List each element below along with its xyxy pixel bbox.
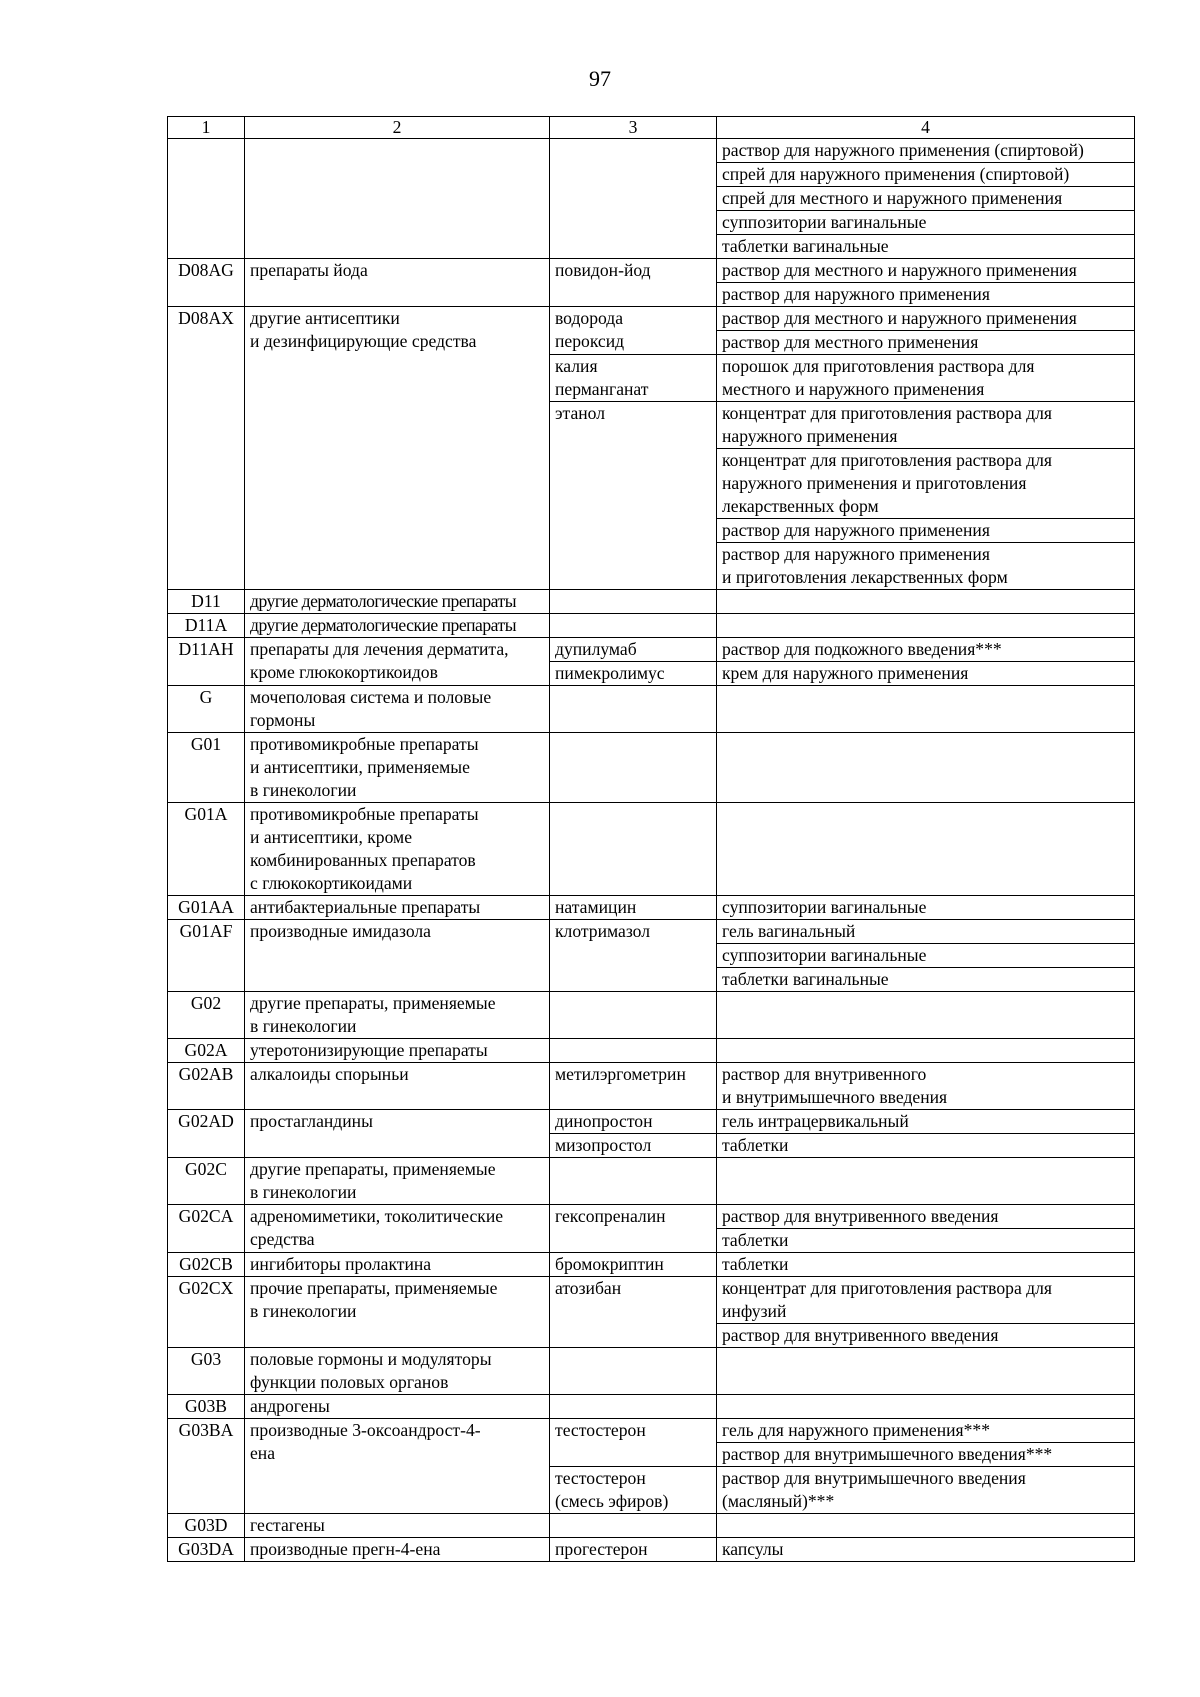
drug-name	[550, 1467, 717, 1514]
dosage-forms	[717, 896, 1135, 920]
text-line: раствор для местного и наружного применения	[722, 260, 1077, 280]
group-name	[245, 1348, 550, 1395]
text-line: и дезинфицирующие средства	[250, 331, 477, 351]
dosage-form-item	[717, 1538, 1134, 1561]
drug-name	[550, 1348, 717, 1395]
dosage-form-item	[717, 944, 1134, 968]
table-row	[168, 1110, 1135, 1134]
header-col-4: 4	[717, 117, 1135, 139]
text-line: ингибиторы пролактина	[250, 1254, 432, 1274]
group-name	[245, 590, 550, 614]
table-row	[168, 686, 1135, 733]
drug-name	[550, 896, 717, 920]
drug-name	[550, 1277, 717, 1348]
text-line: лекарственных форм	[722, 496, 879, 516]
group-name	[245, 1538, 550, 1562]
text-line: простагландины	[250, 1111, 373, 1131]
text-line: водорода	[555, 308, 624, 328]
dosage-form-item	[717, 1134, 1134, 1157]
table-row	[168, 1253, 1135, 1277]
drug-name	[550, 1253, 717, 1277]
drug-name	[550, 1538, 717, 1562]
page-number: 97	[589, 66, 611, 91]
atc-code: G03	[168, 1348, 245, 1395]
dosage-form-item	[717, 402, 1134, 449]
text-line: раствор для наружного применения	[722, 544, 990, 564]
text-line: половые гормоны и модуляторы	[250, 1349, 492, 1369]
table-row	[168, 590, 1135, 614]
text-line: другие антисептики	[250, 308, 400, 328]
text-line: прочие препараты, применяемые	[250, 1278, 498, 1298]
drug-name	[550, 614, 717, 638]
atc-code: D11A	[168, 614, 245, 638]
dosage-forms	[717, 614, 1135, 638]
text-line: суппозитории вагинальные	[722, 945, 927, 965]
text-line: андрогены	[250, 1396, 330, 1416]
text-line: инфузий	[722, 1301, 787, 1321]
drug-name	[550, 638, 717, 662]
dosage-forms	[717, 638, 1135, 662]
text-line: производные 3-оксоандрост-4-	[250, 1420, 481, 1440]
atc-code	[168, 139, 245, 259]
dosage-form-item	[717, 638, 1134, 661]
dosage-form-item	[717, 235, 1134, 258]
dosage-forms	[717, 1467, 1135, 1514]
atc-code: G02AD	[168, 1110, 245, 1158]
text-line: раствор для наружного применения	[722, 284, 990, 304]
table-row	[168, 614, 1135, 638]
group-name	[245, 638, 550, 686]
text-line: таблетки вагинальные	[722, 969, 889, 989]
group-name	[245, 259, 550, 307]
dosage-form-item	[717, 543, 1134, 589]
dosage-forms	[717, 402, 1135, 590]
dosage-form-item	[717, 1229, 1134, 1252]
group-name	[245, 733, 550, 803]
atc-code: G01	[168, 733, 245, 803]
drug-name	[550, 1134, 717, 1158]
dosage-forms	[717, 662, 1135, 686]
text-line: гель для наружного применения***	[722, 1420, 991, 1440]
dosage-form-item	[717, 920, 1134, 944]
dosage-forms	[717, 1348, 1135, 1395]
atc-code: G03B	[168, 1395, 245, 1419]
group-name	[245, 614, 550, 638]
dosage-form-item	[717, 1110, 1134, 1133]
dosage-form-item	[717, 187, 1134, 211]
text-line: спрей для наружного применения (спиртовой)	[722, 164, 1070, 184]
text-line: раствор для внутримышечного введения	[722, 1468, 1026, 1488]
group-name	[245, 992, 550, 1039]
dosage-forms	[717, 1110, 1135, 1134]
dosage-form-item	[717, 1253, 1134, 1276]
dosage-forms	[717, 1253, 1135, 1277]
text-line: раствор для местного применения	[722, 332, 979, 352]
atc-code: G01AA	[168, 896, 245, 920]
group-name	[245, 920, 550, 992]
group-name	[245, 1205, 550, 1253]
text-line: таблетки	[722, 1254, 789, 1274]
dosage-forms	[717, 590, 1135, 614]
text-line: клотримазол	[555, 921, 651, 941]
group-name	[245, 139, 550, 259]
atc-code: D08AG	[168, 259, 245, 307]
text-line: (смесь эфиров)	[555, 1491, 669, 1511]
table-row	[168, 1538, 1135, 1562]
text-line: алкалоиды спорыньи	[250, 1064, 409, 1084]
text-line: комбинированных препаратов	[250, 850, 476, 870]
drug-name	[550, 1039, 717, 1063]
dosage-form-item	[717, 1443, 1134, 1466]
dosage-forms	[717, 1538, 1135, 1562]
table-row	[168, 1514, 1135, 1538]
dosage-form-item	[717, 259, 1134, 283]
dosage-form-item	[717, 1205, 1134, 1229]
text-line: и антисептики, кроме	[250, 827, 413, 847]
dosage-forms	[717, 139, 1135, 259]
drug-name	[550, 1110, 717, 1134]
dosage-forms	[717, 1514, 1135, 1538]
text-line: и внутримышечного введения	[722, 1087, 948, 1107]
text-line: повидон-йод	[555, 260, 651, 280]
text-line: крем для наружного применения	[722, 663, 969, 683]
group-name	[245, 1110, 550, 1158]
table-row	[168, 1039, 1135, 1063]
dosage-form-item	[717, 449, 1134, 519]
text-line: наружного применения и приготовления	[722, 473, 1027, 493]
text-line: раствор для местного и наружного применения	[722, 308, 1077, 328]
drug-name	[550, 662, 717, 686]
drug-name	[550, 1419, 717, 1467]
drug-name	[550, 1205, 717, 1253]
dosage-forms	[717, 920, 1135, 992]
table-row	[168, 992, 1135, 1039]
dosage-forms	[717, 355, 1135, 402]
text-line: перманганат	[555, 379, 649, 399]
atc-code: G02	[168, 992, 245, 1039]
dosage-forms	[717, 1277, 1135, 1348]
text-line: этанол	[555, 403, 606, 423]
text-line: калия	[555, 356, 598, 376]
text-line: препараты йода	[250, 260, 368, 280]
header-col-2: 2	[245, 117, 550, 139]
dosage-forms	[717, 733, 1135, 803]
dosage-forms	[717, 1039, 1135, 1063]
group-name	[245, 307, 550, 590]
table-row	[168, 1158, 1135, 1205]
drug-name	[550, 920, 717, 992]
text-line: другие препараты, применяемые	[250, 993, 496, 1013]
dosage-form-item	[717, 968, 1134, 991]
text-line: динопростон	[555, 1111, 653, 1131]
drug-name	[550, 1514, 717, 1538]
dosage-form-item	[717, 896, 1134, 919]
dosage-form-item	[717, 355, 1134, 401]
text-line: местного и наружного применения	[722, 379, 985, 399]
text-line: таблетки вагинальные	[722, 236, 889, 256]
text-line: функции половых органов	[250, 1372, 449, 1392]
group-name	[245, 1253, 550, 1277]
atc-code: G02AB	[168, 1063, 245, 1110]
group-name	[245, 686, 550, 733]
group-name	[245, 1514, 550, 1538]
dosage-form-item	[717, 283, 1134, 306]
text-line: метилэргометрин	[555, 1064, 686, 1084]
dosage-forms	[717, 1205, 1135, 1253]
text-line: производные прегн-4-ена	[250, 1539, 441, 1559]
text-line: пероксид	[555, 331, 625, 351]
text-line: натамицин	[555, 897, 637, 917]
atc-code: G03DA	[168, 1538, 245, 1562]
group-name	[245, 1419, 550, 1514]
table-row	[168, 638, 1135, 662]
text-line: раствор для внутривенного	[722, 1064, 927, 1084]
text-line: другие дерматологические препараты	[250, 615, 517, 635]
text-line: раствор для внутривенного введения	[722, 1206, 999, 1226]
text-line: капсулы	[722, 1539, 784, 1559]
table-row	[168, 803, 1135, 896]
drug-name	[550, 402, 717, 590]
group-name	[245, 1395, 550, 1419]
table-row	[168, 259, 1135, 307]
dosage-forms	[717, 1063, 1135, 1110]
text-line: атозибан	[555, 1278, 622, 1298]
text-line: антибактериальные препараты	[250, 897, 481, 917]
header-row	[168, 117, 1135, 139]
text-line: прогестерон	[555, 1539, 648, 1559]
atc-code: G01A	[168, 803, 245, 896]
drug-name	[550, 992, 717, 1039]
table-row	[168, 1205, 1135, 1253]
dosage-forms	[717, 259, 1135, 307]
text-line: производные имидазола	[250, 921, 431, 941]
text-line: бромокриптин	[555, 1254, 664, 1274]
drug-name	[550, 139, 717, 259]
group-name	[245, 1158, 550, 1205]
text-line: другие препараты, применяемые	[250, 1159, 496, 1179]
text-line: противомикробные препараты	[250, 734, 479, 754]
text-line: средства	[250, 1229, 315, 1249]
text-line: суппозитории вагинальные	[722, 212, 927, 232]
header-col-1: 1	[168, 117, 245, 139]
text-line: гестагены	[250, 1515, 325, 1535]
drug-name	[550, 1063, 717, 1110]
dosage-forms	[717, 1134, 1135, 1158]
dosage-forms	[717, 1395, 1135, 1419]
table-row	[168, 733, 1135, 803]
atc-code: G02C	[168, 1158, 245, 1205]
text-line: таблетки	[722, 1230, 789, 1250]
table-row	[168, 1395, 1135, 1419]
table-row	[168, 1277, 1135, 1348]
text-line: раствор для наружного применения	[722, 520, 990, 540]
text-line: в гинекологии	[250, 1301, 357, 1321]
text-line: таблетки	[722, 1135, 789, 1155]
group-name	[245, 803, 550, 896]
text-line: ена	[250, 1443, 276, 1463]
text-line: и антисептики, применяемые	[250, 757, 470, 777]
text-line: мизопростол	[555, 1135, 652, 1155]
drug-name	[550, 1158, 717, 1205]
text-line: концентрат для приготовления раствора для	[722, 403, 1052, 423]
dosage-form-item	[717, 1063, 1134, 1109]
atc-code: G	[168, 686, 245, 733]
table-row	[168, 1348, 1135, 1395]
atc-code: D11AH	[168, 638, 245, 686]
drug-name	[550, 803, 717, 896]
text-line: гормоны	[250, 710, 316, 730]
table-row	[168, 307, 1135, 355]
header-col-3: 3	[550, 117, 717, 139]
text-line: гель интрацервикальный	[722, 1111, 909, 1131]
atc-code: D08AX	[168, 307, 245, 590]
text-line: мочеполовая система и половые	[250, 687, 492, 707]
table-row	[168, 1419, 1135, 1467]
dosage-forms	[717, 686, 1135, 733]
dosage-form-item	[717, 331, 1134, 354]
table-row	[168, 920, 1135, 992]
atc-code: G02CX	[168, 1277, 245, 1348]
text-line: дупилумаб	[555, 639, 637, 659]
text-line: препараты для лечения дерматита,	[250, 639, 509, 659]
atc-code: D11	[168, 590, 245, 614]
text-line: тестостерон	[555, 1468, 646, 1488]
group-name	[245, 896, 550, 920]
dosage-form-item	[717, 662, 1134, 685]
atc-code: G01AF	[168, 920, 245, 992]
dosage-forms	[717, 803, 1135, 896]
text-line: концентрат для приготовления раствора для	[722, 450, 1052, 470]
text-line: утеротонизирующие препараты	[250, 1040, 488, 1060]
dosage-form-item	[717, 307, 1134, 331]
text-line: гексопреналин	[555, 1206, 666, 1226]
dosage-form-item	[717, 163, 1134, 187]
text-line: раствор для наружного применения (спиртовой)	[722, 140, 1084, 160]
dosage-form-item	[717, 519, 1134, 543]
atc-code: G03D	[168, 1514, 245, 1538]
table-row	[168, 139, 1135, 259]
drug-name	[550, 590, 717, 614]
dosage-forms	[717, 1158, 1135, 1205]
drug-name	[550, 355, 717, 402]
dosage-form-item	[717, 1467, 1134, 1513]
text-line: кроме глюкокортикоидов	[250, 662, 438, 682]
atc-code: G03BA	[168, 1419, 245, 1514]
atc-code: G02A	[168, 1039, 245, 1063]
drug-name	[550, 733, 717, 803]
text-line: раствор для внутривенного введения	[722, 1325, 999, 1345]
text-line: пимекролимус	[555, 663, 665, 683]
text-line: в гинекологии	[250, 1182, 357, 1202]
dosage-form-item	[717, 1277, 1134, 1324]
text-line: суппозитории вагинальные	[722, 897, 927, 917]
text-line: раствор для подкожного введения***	[722, 639, 1002, 659]
text-line: и приготовления лекарственных форм	[722, 567, 1008, 587]
text-line: в гинекологии	[250, 1016, 357, 1036]
table-row	[168, 1063, 1135, 1110]
text-line: противомикробные препараты	[250, 804, 479, 824]
text-line: (масляный)***	[722, 1491, 835, 1511]
text-line: порошок для приготовления раствора для	[722, 356, 1035, 376]
dosage-forms	[717, 992, 1135, 1039]
text-line: гель вагинальный	[722, 921, 856, 941]
dosage-form-item	[717, 1324, 1134, 1347]
text-line: спрей для местного и наружного применения	[722, 188, 1063, 208]
drug-name	[550, 1395, 717, 1419]
text-line: в гинекологии	[250, 780, 357, 800]
drug-name	[550, 259, 717, 307]
group-name	[245, 1063, 550, 1110]
text-line: с глюкокортикоидами	[250, 873, 413, 893]
table-row	[168, 896, 1135, 920]
drug-name	[550, 307, 717, 355]
group-name	[245, 1039, 550, 1063]
text-line: адреномиметики, токолитические	[250, 1206, 504, 1226]
text-line: другие дерматологические препараты	[250, 591, 517, 611]
text-line: наружного применения	[722, 426, 898, 446]
dosage-form-item	[717, 139, 1134, 163]
text-line: раствор для внутримышечного введения***	[722, 1444, 1053, 1464]
text-line: концентрат для приготовления раствора для	[722, 1278, 1052, 1298]
atc-code: G02CA	[168, 1205, 245, 1253]
group-name	[245, 1277, 550, 1348]
drug-table	[167, 116, 1135, 1562]
atc-code: G02CB	[168, 1253, 245, 1277]
dosage-forms	[717, 307, 1135, 355]
drug-name	[550, 686, 717, 733]
dosage-form-item	[717, 1419, 1134, 1443]
dosage-form-item	[717, 211, 1134, 235]
dosage-forms	[717, 1419, 1135, 1467]
text-line: тестостерон	[555, 1420, 646, 1440]
